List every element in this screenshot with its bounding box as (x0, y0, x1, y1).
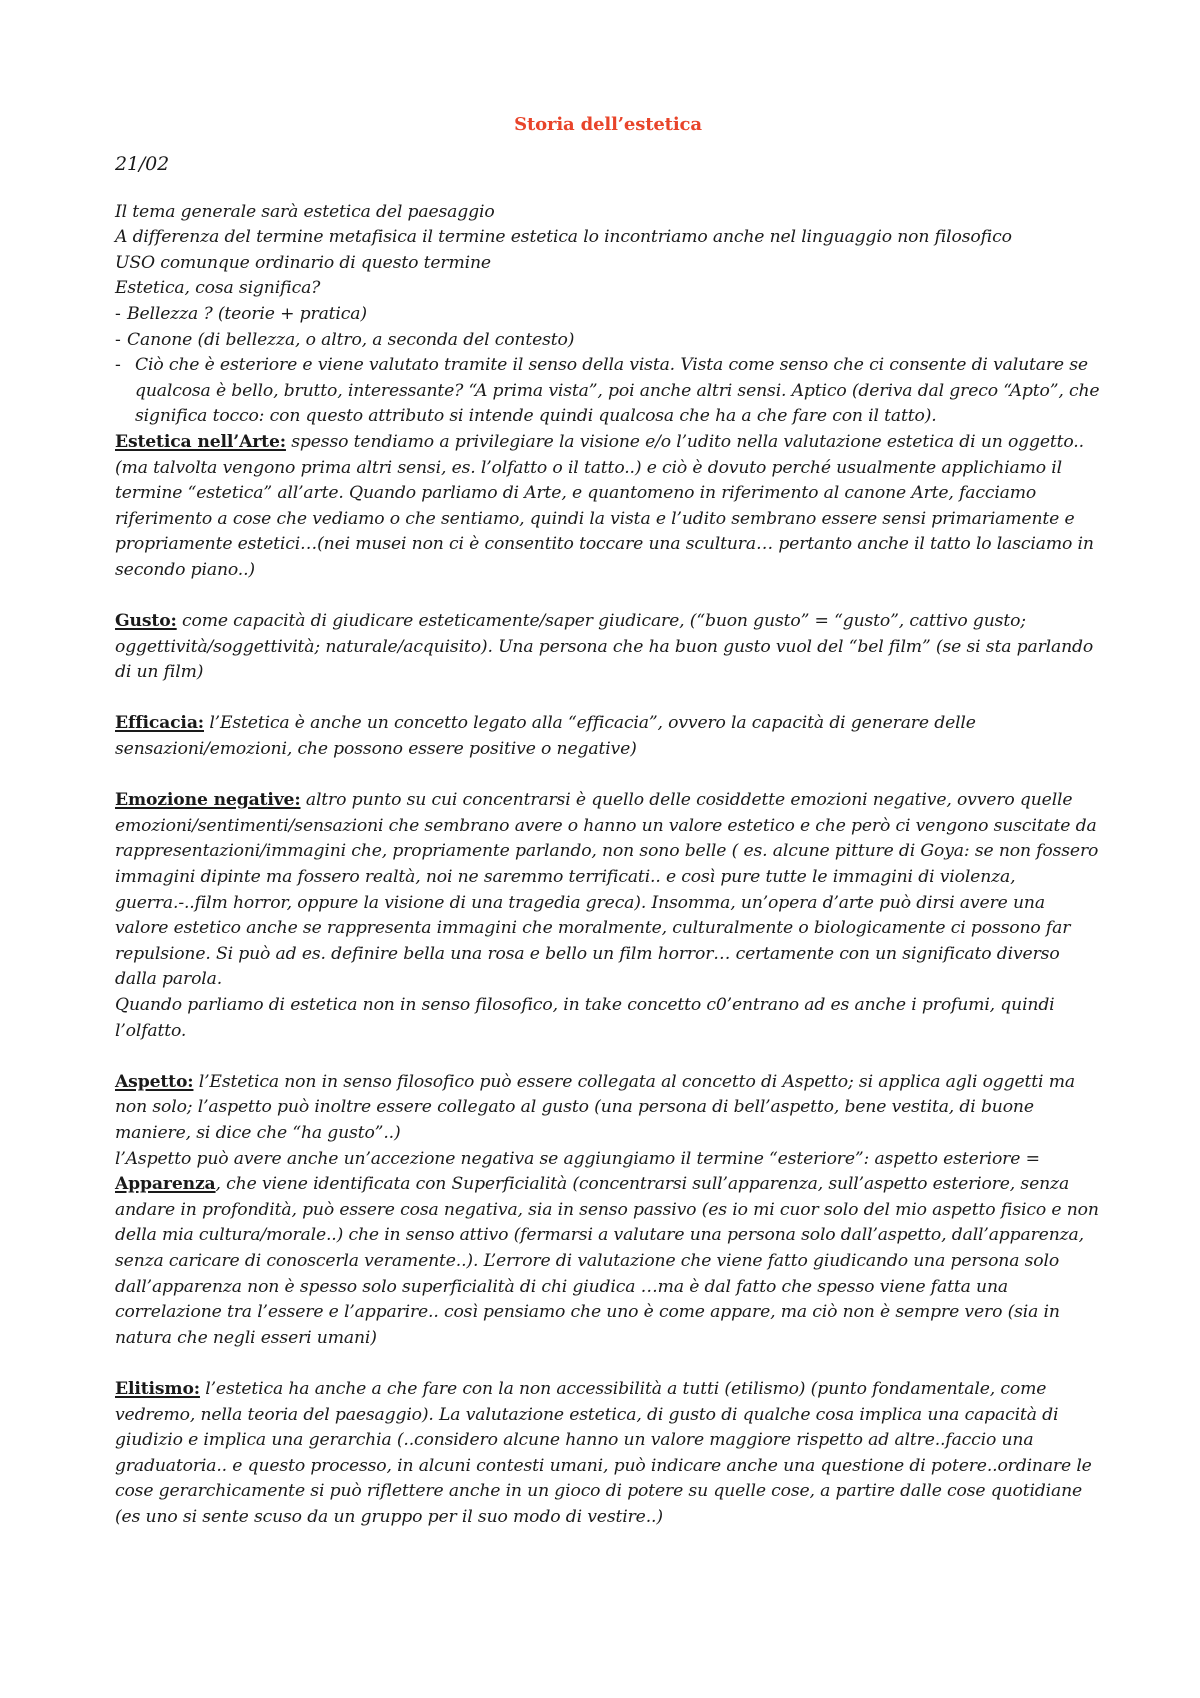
document-title: Storia dell’estetica (514, 114, 702, 135)
lecture-date: 21/02 (115, 153, 170, 175)
paragraph-gap (115, 1044, 1101, 1070)
section-term: Aspetto: (115, 1071, 194, 1092)
bullet-item (115, 328, 1101, 354)
section-apparenza-paragraph (115, 1147, 1101, 1352)
apparenza-lead: l’Aspetto può avere anche un’accezione negativa se aggiungiamo il termine “esteriore”: aspetto esteriore = (115, 1148, 1040, 1169)
dash-marker: - (115, 329, 121, 350)
bullet-text: Ciò che è esteriore e viene valutato tramite il senso della vista. Vista come senso che ci consente di valutare se qualcosa è bello, brutto, interessante? “A prima vista”, poi anche altri sensi. Aptico (deriva dal greco “Apto”, che significa tocco: con questo attributo si intende quindi qualcosa che ha a che fare con il tatto). (135, 355, 1100, 427)
intro-line: Estetica, cosa significa? (115, 278, 321, 299)
paragraph-gap (115, 763, 1101, 789)
bullet-item (115, 353, 1101, 430)
section-efficacia (115, 711, 1101, 762)
section-extra-paragraph: Quando parliamo di estetica non in senso filosofico, in take concetto c0’entrano ad es anche i profumi, quindi l’olfatto. (115, 995, 1055, 1041)
section-text: l’estetica ha anche a che fare con la non accessibilità a tutti (etilismo) (punto fondamentale, come vedremo, nella teoria del paesaggio). La valutazione estetica, di gusto di qualche cosa implica una capacità di giudizio e implica una gerarchia (..considero alcune hanno un valore maggiore rispetto ad altre..faccio una graduatoria.. e questo processo, in alcuni contesti umani, può indicare anche una questione di potere..ordinare le cose gerarchicamente si può riflettere anche in un gioco di potere su quelle cose, a partire dalle cose quotidiane (es uno si sente scuso da un gruppo per il suo modo di vestire..) (115, 1378, 1092, 1527)
section-emozione-negative (115, 788, 1101, 993)
section-text: l’Estetica non in senso filosofico può essere collegata al concetto di Aspetto; si applica agli oggetti ma non solo; l’aspetto può inoltre essere collegato al gusto (una persona di bell’aspetto, bene vestita, di buone maniere, si dice che “ha gusto”..) (115, 1071, 1075, 1143)
section-term: Estetica nell’Arte: (115, 431, 286, 452)
intro-line: USO comunque ordinario di questo termine (115, 252, 491, 273)
section-estetica-arte (115, 430, 1101, 584)
intro-line: Il tema generale sarà estetica del paesaggio (115, 201, 495, 222)
section-gusto (115, 609, 1101, 686)
apparenza-rest: , che viene identificata con Superficialità (concentrarsi sull’apparenza, sull’aspetto esteriore, senza andare in profondità, può essere cosa negativa, sia in senso passivo (es io mi cuor solo del mio aspetto fisico e non della mia cultura/morale..) che in senso attivo (fermarsi a valutare una persona solo dall’aspetto, dall’apparenza, senza caricare di conoscerla veramente..). L’errore di valutazione che viene fatto giudicando una persona solo dall’apparenza non è spesso solo superficialità di chi giudica …ma è dal fatto che spesso viene fatta una correlazione tra l’essere e l’apparire.. così pensiamo che uno è come appare, ma ciò non è sempre vero (sia in natura che negli esseri umani) (115, 1174, 1099, 1348)
section-term: Elitismo: (115, 1378, 200, 1399)
section-text: come capacità di giudicare esteticamente/saper giudicare, (“buon gusto” = “gusto”, cattivo gusto; oggettività/soggettività; naturale/acquisito). Una persona che ha buon gusto vuol del “bel film” (se si sta parlando di un film) (115, 611, 1094, 683)
section-elitismo (115, 1377, 1101, 1531)
paragraph-gap (115, 1351, 1101, 1377)
section-text: altro punto su cui concentrarsi è quello delle cosiddette emozioni negative, ovvero quelle emozioni/sentimenti/sensazioni che sembrano avere o hanno un valore estetico e che però ci vengono suscitate da rappresentazioni/immagini che, propriamente parlando, non sono belle ( es. alcune pitture di Goya: se non fossero immagini dipinte ma fossero realtà, noi ne saremmo terrificati.. e così pure tutte le immagini di violenza, guerra.-..film horror, oppure la visione di una tragedia greca). Insomma, un’opera d’arte può dirsi avere una valore estetico anche se rappresenta immagini che moralmente, culturalmente o biologicamente ci possono far repulsione. Si può ad es. definire bella una rosa e bello un film horror… certamente con un significato diverso dalla parola. (115, 790, 1099, 990)
section-text: l’Estetica è anche un concetto legato alla “efficacia”, ovvero la capacità di generare delle sensazioni/emozioni, che possono essere positive o negative) (115, 713, 976, 760)
intro-line: A differenza del termine metafisica il termine estetica lo incontriamo anche nel linguaggio non filosofico (115, 227, 1012, 248)
document-body (115, 112, 1101, 1530)
section-term: Gusto: (115, 611, 177, 632)
section-aspetto (115, 1070, 1101, 1147)
section-term: Emozione negative: (115, 790, 301, 811)
paragraph-gap (115, 584, 1101, 610)
bullet-text: Bellezza ? (teorie + pratica) (127, 303, 367, 324)
bullet-item (115, 302, 1101, 328)
bullet-text: Canone (di bellezza, o altro, a seconda del contesto) (127, 329, 575, 350)
section-text: spesso tendiamo a privilegiare la visione e/o l’udito nella valutazione estetica di un oggetto..(ma talvolta vengono prima altri sensi, es. l’olfatto o il tatto..) e ciò è dovuto perché usualmente applichiamo il termine “estetica” all’arte. Quando parliamo di Arte, e quantomeno in riferimento al canone Arte, facciamo riferimento a cose che vediamo o che sentiamo, quindi la vista e l’udito sembrano essere sensi primariamente e propriamente estetici…(nei musei non ci è consentito toccare una scultura… pertanto anche il tatto lo lasciamo in secondo piano..) (115, 431, 1094, 580)
section-term: Efficacia: (115, 713, 204, 734)
dash-marker: - (115, 303, 121, 324)
dash-marker: - (115, 355, 121, 376)
apparenza-term: Apparenza (115, 1174, 216, 1195)
paragraph-gap (115, 686, 1101, 712)
